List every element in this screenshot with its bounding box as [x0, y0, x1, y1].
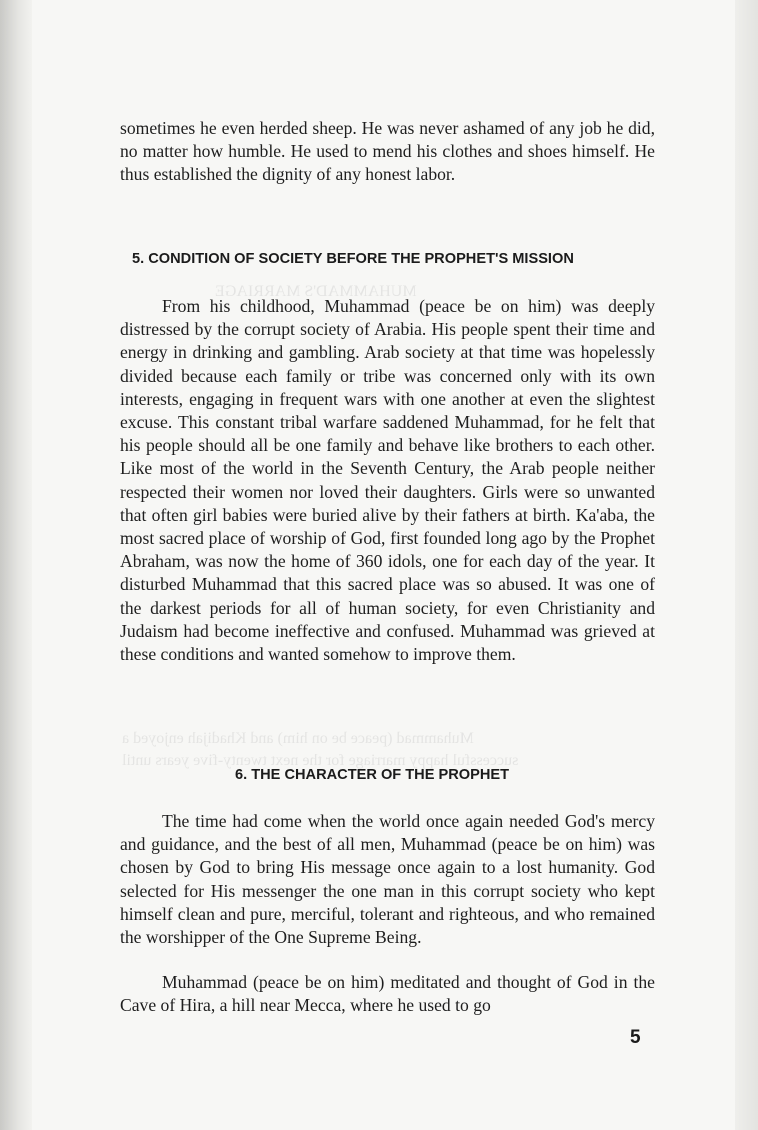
opening-paragraph: sometimes he even herded sheep. He was never ashamed of any job he did, no matter how humble. He used to mend his clothes and shoes himself. He thus established the dignity of any honest labor.	[120, 118, 655, 185]
show-through-text: successful happy marriage for the next twenty-five years until	[122, 752, 519, 769]
section-5-paragraph: From his childhood, Muhammad (peace be on him) was deeply distressed by the corrupt society of Arabia. His people spent their time and energy in drinking and gambling. Arab society at that time was hopelessly divided because each family or tribe was concerned only with its own interests, engaging in frequent wars with one another at even the slightest excuse. This constant tribal warfare saddened Muhammad, for he felt that his people should all be one family and behave like brothers to each other. Like most of the world in the Seventh Century, the Arab people neither respected their women nor loved their daughters. Girls were so unwanted that often girl babies were buried alive by their fathers at birth. Ka'aba, the most sacred place of worship of God, first founded long ago by the Prophet Abraham, was now the home of 360 idols, one for each day of the year. It disturbed Muhammad that this sacred place was so abused. It was one of the darkest periods for all of human society, for even Christianity and Judaism had become ineffective and confused. Muhammad was grieved at these conditions and wanted somehow to improve them.	[120, 296, 655, 665]
section-5-heading: 5. CONDITION OF SOCIETY BEFORE THE PROPHET'S MISSION	[132, 251, 574, 267]
section-6-heading: 6. THE CHARACTER OF THE PROPHET	[235, 767, 510, 783]
show-through-text: MUHAMMAD'S MARRIAGE	[215, 283, 417, 300]
page-number: 5	[630, 1027, 641, 1048]
section-6-paragraph-1: The time had come when the world once again needed God's mercy and guidance, and the best of all men, Muhammad (peace be on him) was chosen by God to bring His message once again to a lost humanity. God selected for His messenger the one man in this corrupt society who kept himself clean and pure, merciful, tolerant and righteous, and who remained the worshipper of the One Supreme Being.	[120, 811, 655, 948]
page-edge	[735, 0, 758, 1130]
section-6-paragraph-2: Muhammad (peace be on him) meditated and thought of God in the Cave of Hira, a hill near Mecca, where he used to go	[120, 972, 655, 1016]
book-spine-shadow	[0, 0, 32, 1130]
show-through-text: Muhammad (peace be on him) and Khadijah enjoyed a	[122, 730, 474, 747]
